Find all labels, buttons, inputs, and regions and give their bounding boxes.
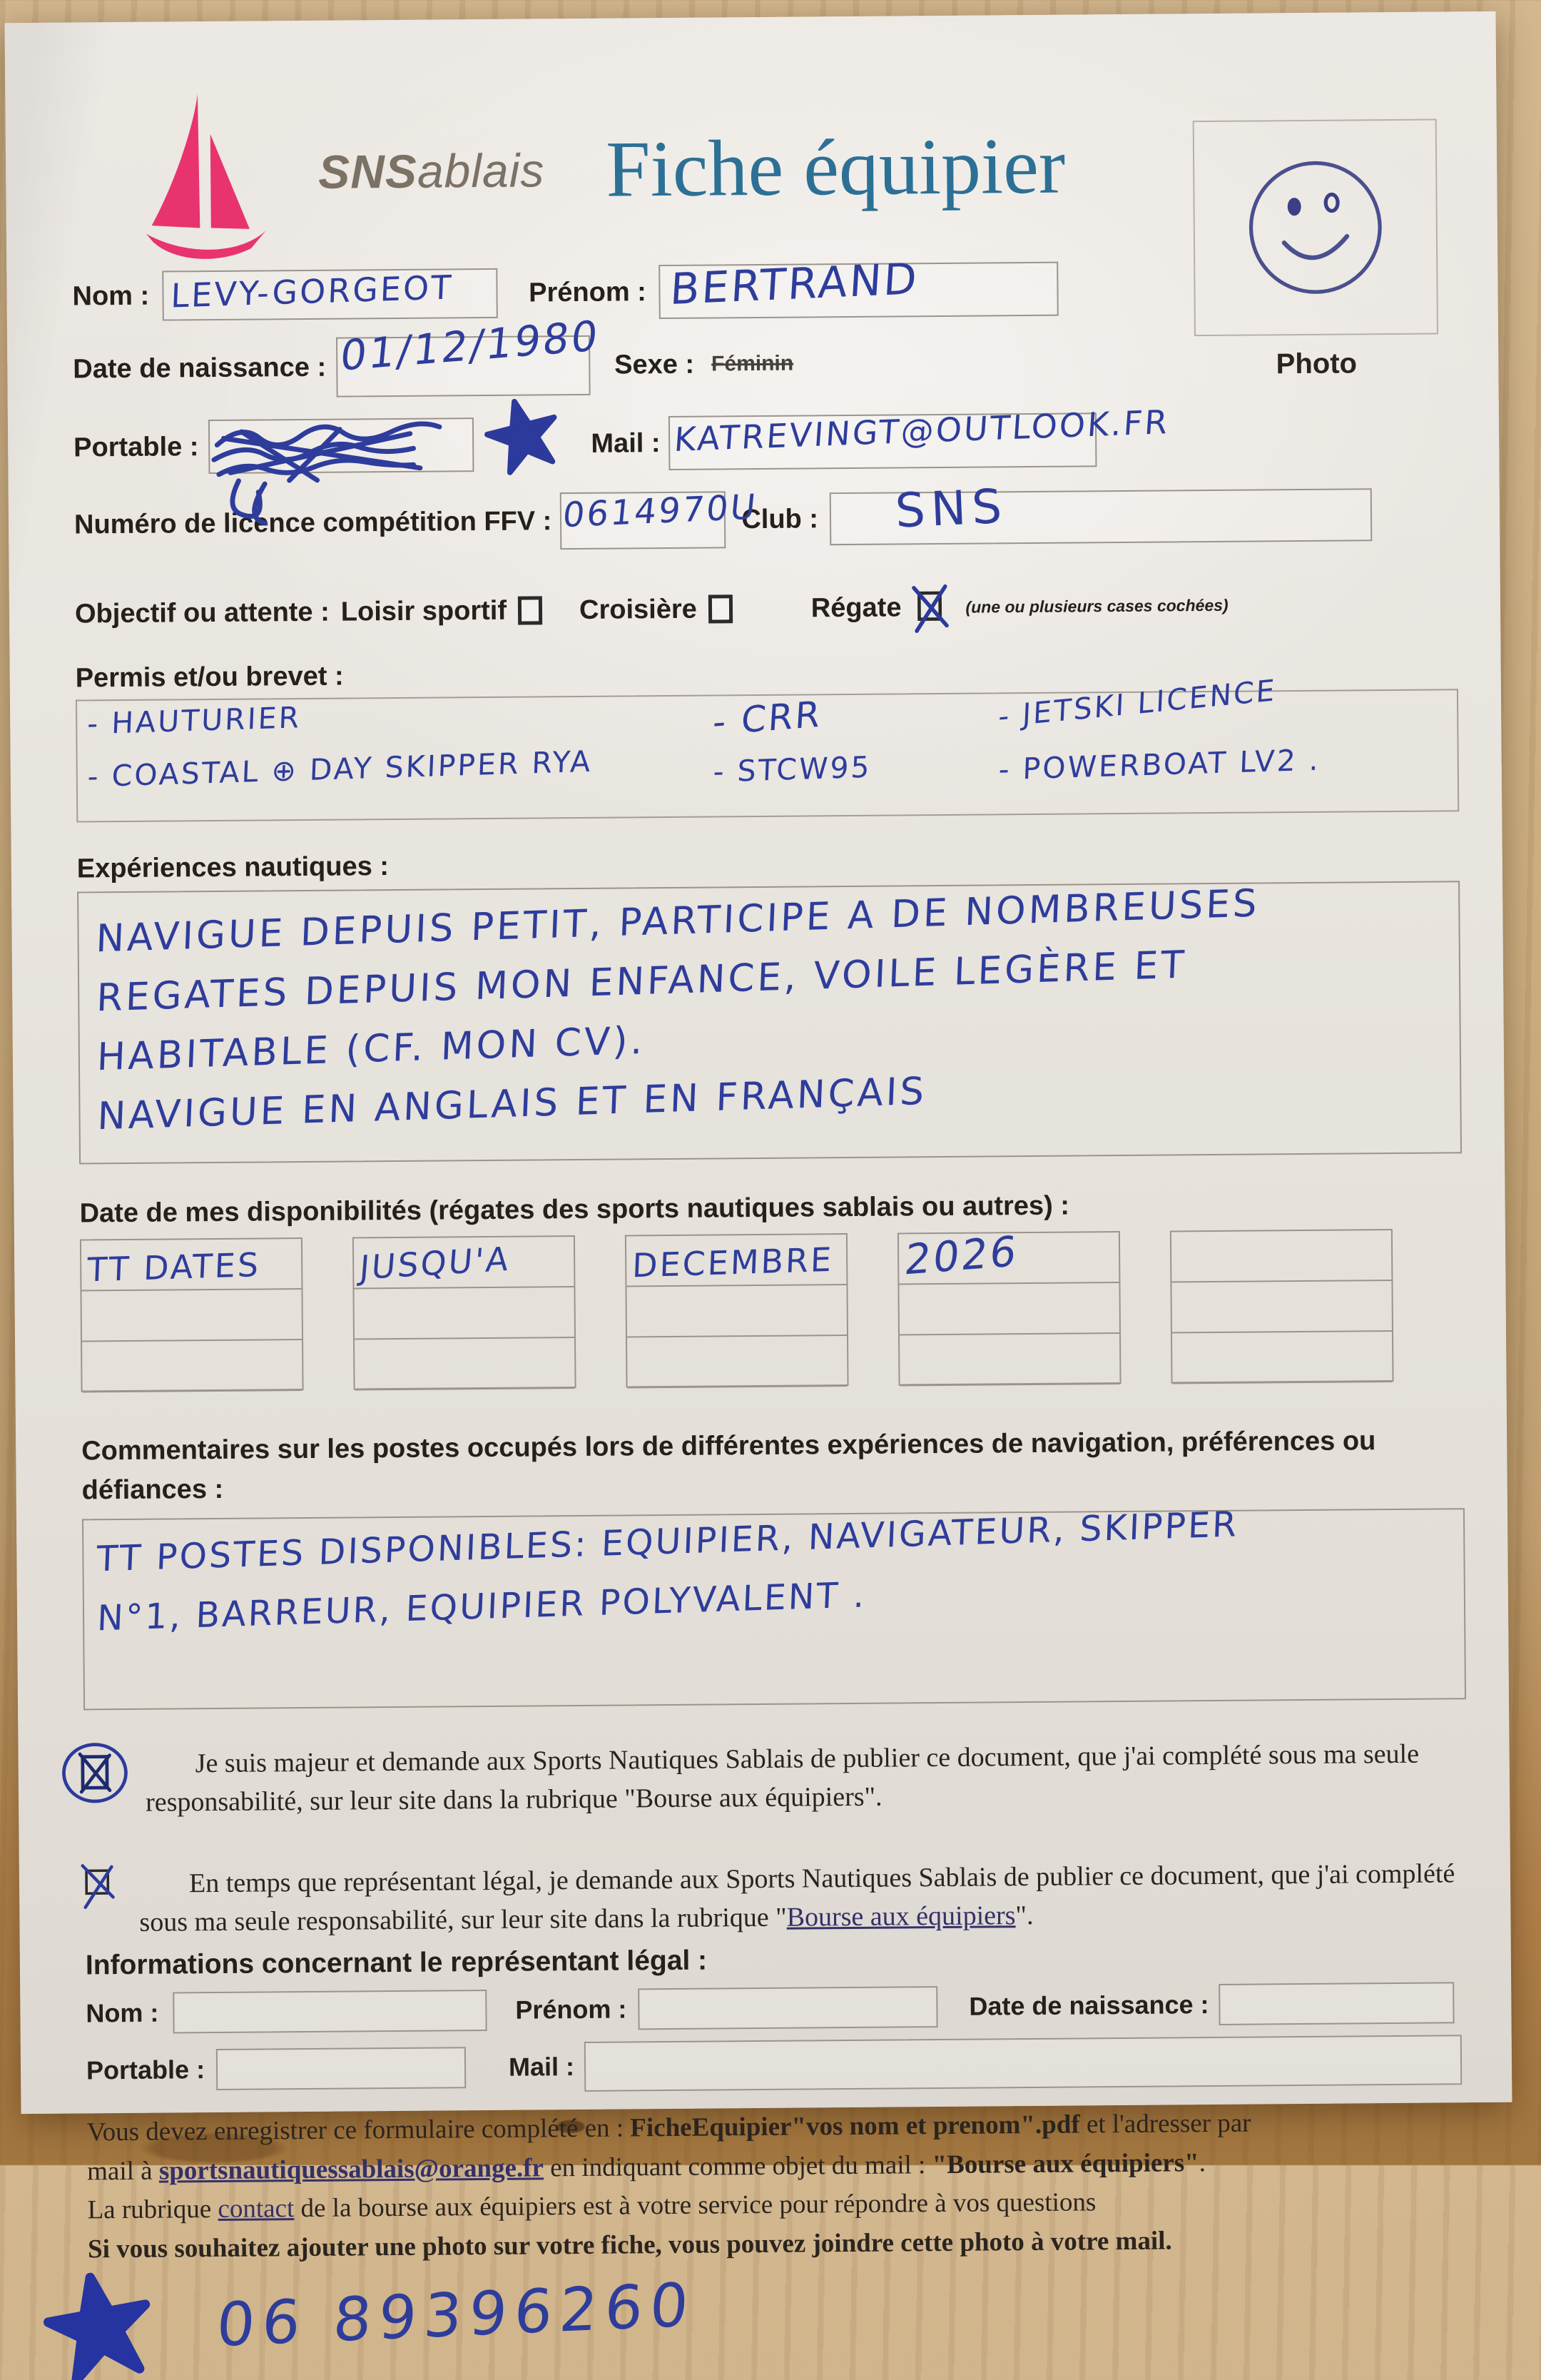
dispo-handwriting: 2026 <box>902 1226 1021 1285</box>
sailboat-logo-icon <box>135 89 286 256</box>
prenom-label: Prénom : <box>529 276 647 308</box>
dispo-line <box>899 1283 1119 1335</box>
checked-checkbox-icon <box>76 1860 121 1914</box>
scribble-strikeout-icon <box>205 400 484 525</box>
dispo-label-row <box>79 1188 1462 1229</box>
contact-link: contact <box>218 2194 295 2224</box>
declaration-legal <box>85 1852 1468 1943</box>
smiley-face-drawing-icon <box>1240 152 1391 303</box>
experiences-line: REGATES DEPUIS MON ENFANCE, VOILE LEGÈRE ET <box>96 943 1188 1021</box>
club-field <box>830 478 1373 545</box>
legal-ddn-label: Date de naissance : <box>969 1990 1209 2021</box>
experiences-line: HABITABLE (CF. MON CV). <box>96 1018 646 1080</box>
experiences-line: NAVIGUE DEPUIS PETIT, PARTICIPE A DE NOMBREUSES <box>95 881 1261 961</box>
footer-text: de la bourse aux équipiers est à votre service pour répondre à vos questions <box>294 2187 1097 2224</box>
legal-text-suffix: ". <box>1015 1900 1034 1931</box>
objectif-note: (une ou plusieurs cases cochées) <box>965 595 1229 617</box>
permis-entry: - JETSKI LICENCE <box>997 672 1278 734</box>
commentaires-line: TT POSTES DISPONIBLES: EQUIPIER, NAVIGATEUR, SKIPPER <box>96 1504 1240 1580</box>
logo-rest: ablais <box>417 143 545 198</box>
footer-text: en indiquant comme objet du mail : <box>543 2149 932 2182</box>
prenom-handwriting: BERTRAND <box>668 253 921 315</box>
dispo-line <box>1171 1281 1392 1333</box>
nom-handwriting: LEVY-GORGEOT <box>170 268 454 315</box>
mail-handwriting: KATREVINGT@OUTLOOK.FR <box>673 402 1171 459</box>
email-link: sportsnautiquessablais@orange.fr <box>158 2152 544 2186</box>
footer-mail-subject: "Bourse aux équipiers" <box>932 2147 1199 2179</box>
dispo-line <box>355 1338 575 1390</box>
logo-bold: SNS <box>317 144 418 198</box>
ddn-label: Date de naissance : <box>73 352 327 385</box>
ddn-field <box>336 310 602 397</box>
footer-text: mail à <box>87 2156 160 2186</box>
nom-label: Nom : <box>72 280 150 312</box>
declaration-legal-text <box>139 1855 1468 1943</box>
sexe-label: Sexe : <box>614 349 695 380</box>
nom-field <box>162 268 498 321</box>
legal-row-2 <box>86 2035 1469 2095</box>
dispo-handwriting: DECEMBRE <box>631 1240 835 1285</box>
footer-text: . <box>1199 2147 1206 2177</box>
legal-row-1 <box>86 1982 1468 2034</box>
footer-line-4: Si vous souhaitez ajouter une photo sur votre fiche, vous pouvez joindre cette photo à votre mail. <box>87 2226 1172 2264</box>
handwritten-phone-row <box>45 2262 1471 2380</box>
dispo-grid <box>80 1228 1464 1392</box>
dispo-handwriting: TT DATES <box>86 1245 262 1290</box>
legal-mail-field <box>584 2035 1463 2092</box>
footer-instructions <box>87 2103 1480 2268</box>
dispo-line <box>900 1334 1120 1386</box>
row-portable-mail <box>73 402 1457 477</box>
row-objectif <box>75 575 1458 642</box>
dispo-line <box>81 1290 302 1342</box>
portable-field-scribbled <box>208 417 474 474</box>
permis-label: Permis et/ou brevet : <box>75 661 344 694</box>
dispo-cell <box>80 1237 304 1392</box>
ddn-handwriting: 01/12/1980 <box>337 310 602 380</box>
licence-field <box>560 487 760 550</box>
commentaires-label: Commentaires sur les postes occupés lors de différentes expériences de navigation, préférences ou défiances : <box>81 1426 1376 1506</box>
footer-text: La rubrique <box>87 2194 218 2225</box>
permis-entry: - HAUTURIER <box>86 700 302 741</box>
legal-prenom-field <box>638 1986 937 2030</box>
objectif-opt-croisiere: Croisière <box>579 594 697 625</box>
legal-portable-field <box>216 2047 466 2090</box>
declaration-majeur <box>83 1732 1467 1823</box>
portable-label: Portable : <box>73 431 199 463</box>
footer-filename: FicheEquipier"vos nom et prenom".pdf <box>630 2110 1080 2143</box>
objectif-label: Objectif ou attente : <box>74 597 330 629</box>
prenom-field <box>659 253 1059 319</box>
mail-label: Mail : <box>591 427 661 459</box>
dispo-line <box>1172 1332 1393 1384</box>
experiences-label-row <box>77 843 1460 884</box>
licence-handwriting: 0614970U <box>561 487 760 536</box>
licence-label: Numéro de licence compétition FFV : <box>73 505 552 540</box>
permis-entry: - POWERBOAT LV2 . <box>997 742 1321 787</box>
dispo-handwriting: JUSQU'A <box>358 1239 512 1287</box>
commentaires-line: N°1, BARREUR, EQUIPIER POLYVALENT . <box>96 1574 868 1639</box>
dispo-line <box>626 1285 847 1337</box>
permis-entry: - CRR <box>711 693 823 744</box>
dispo-cell <box>352 1235 576 1389</box>
experiences-field <box>77 881 1462 1164</box>
legal-portable-label: Portable : <box>86 2055 205 2085</box>
dispo-label: Date de mes disponibilités (régates des sports nautiques sablais ou autres) : <box>79 1190 1070 1229</box>
legal-prenom-label: Prénom : <box>515 1994 627 2025</box>
legal-ddn-field <box>1219 1982 1454 2025</box>
dispo-line <box>82 1340 302 1392</box>
commentaires-label-row <box>81 1421 1459 1510</box>
page-title: Fiche équipier <box>605 121 1066 214</box>
dispo-cell <box>897 1226 1122 1385</box>
experiences-line: NAVIGUE EN ANGLAIS ET EN FRANÇAIS <box>96 1069 928 1139</box>
declaration-majeur-text: Je suis majeur et demande aux Sports Nautiques Sablais de publier ce document, que j'ai complété sous ma seule responsabilité, sur leur site dans la rubrique "Bourse aux équipiers". <box>145 1738 1420 1818</box>
footer-text: Vous devez enregistrer ce formulaire complété en : <box>86 2113 631 2147</box>
legal-nom-field <box>173 1990 487 2033</box>
objectif-opt-regate: Régate <box>810 592 902 623</box>
dispo-line <box>354 1287 574 1340</box>
loisir-checkbox <box>518 596 542 624</box>
legal-info-heading: Informations concernant le représentant légal : <box>85 1945 708 1981</box>
circled-checked-checkbox-icon <box>59 1738 134 1808</box>
dispo-line <box>1171 1230 1392 1282</box>
dispo-cell <box>1170 1229 1394 1383</box>
croisiere-checkbox <box>708 594 733 623</box>
legal-mail-label: Mail : <box>508 2052 575 2082</box>
star-doodle-icon <box>484 395 563 475</box>
permis-entry: - STCW95 <box>712 749 873 789</box>
club-handwriting: SNS <box>894 478 1009 539</box>
footer-text: et l'adresser par <box>1079 2108 1251 2140</box>
commentaires-field <box>82 1504 1466 1710</box>
mail-field <box>668 402 1171 470</box>
photo-box <box>1193 118 1438 336</box>
bourse-aux-equipiers-link: Bourse aux équipiers <box>786 1900 1016 1933</box>
dispo-cell <box>625 1233 849 1387</box>
photo-area <box>1193 118 1439 381</box>
legal-nom-label: Nom : <box>86 1997 159 2028</box>
phone-handwriting: 06 89396260 <box>214 2269 698 2361</box>
star-doodle-icon <box>45 2272 153 2380</box>
objectif-opt-loisir: Loisir sportif <box>340 595 507 627</box>
photo-label: Photo <box>1276 348 1358 380</box>
club-label: Club : <box>741 503 819 535</box>
form-paper <box>5 11 1512 2361</box>
logo-wordmark <box>318 143 545 198</box>
dispo-line <box>627 1336 848 1388</box>
legal-text-prefix: En temps que représentant légal, je demande aux Sports Nautiques Sablais de publier ce document, que j'ai complété sous ma seule responsabilité, sur leur site dans la rubrique " <box>139 1858 1455 1938</box>
permis-entry: - COASTAL ⊕ DAY SKIPPER RYA <box>86 744 594 794</box>
regate-checkbox-checked <box>907 579 953 636</box>
experiences-label: Expériences nautiques : <box>76 851 390 884</box>
sexe-value-struck: Féminin <box>711 351 794 376</box>
